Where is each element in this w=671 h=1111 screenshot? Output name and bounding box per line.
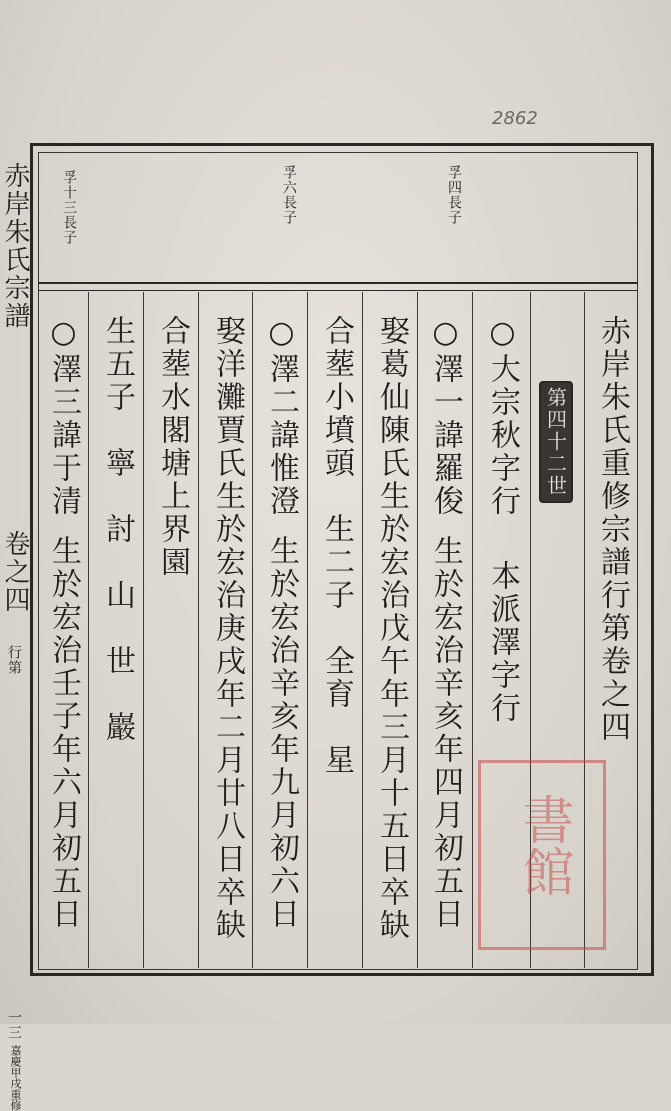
branch-lead: ○大宗秋字行 [485, 315, 520, 518]
branch-sub: 本派澤字行 [485, 560, 520, 725]
margin-page-number: 一三 [6, 1010, 22, 1040]
header-note-mid: 孚六長子 [281, 165, 297, 225]
entry-3-birth: 生於宏治壬子年六月初五日 [46, 535, 81, 931]
entry-1-burial: 合塟小墳頭 生二子 全育 星 [319, 315, 354, 777]
column-rule [143, 292, 144, 968]
handwritten-catalog-number: 2862 [492, 108, 538, 129]
spine-title: 赤岸朱氏宗譜 [0, 162, 30, 330]
margin-edition: 嘉慶甲戌重修 [9, 1045, 22, 1111]
entry-2-burial: 合塟水閣塘上界園 [155, 315, 190, 579]
column-rule [362, 292, 363, 968]
header-divider-thin [38, 290, 638, 291]
entry-1-spouse: 娶葛仙陳氏生於宏治戊午年三月十五日卒缺 [374, 315, 409, 942]
spine-volume: 卷之四 [0, 530, 30, 614]
seal-text: 書館 [513, 793, 573, 897]
entry-3-name: ○澤三諱于清 [46, 315, 81, 518]
spine-section: 行第 [6, 645, 22, 675]
entry-1-name: ○澤一諱羅俊 [428, 315, 463, 518]
main-title: 赤岸朱氏重修宗譜行第卷之四 [595, 315, 630, 744]
entry-2-name: ○澤二諱惟澄 [264, 315, 299, 518]
column-rule [88, 292, 89, 968]
column-rule [472, 292, 473, 968]
column-rule [307, 292, 308, 968]
column-rule [198, 292, 199, 968]
entry-2-birth: 生於宏治辛亥年九月初六日 [264, 535, 299, 931]
library-seal-stamp [478, 760, 606, 950]
column-rule [252, 292, 253, 968]
entry-1-birth: 生於宏治辛亥年四月初五日 [428, 535, 463, 931]
spine-column [0, 150, 30, 1111]
generation-label-box [539, 381, 573, 503]
header-note-right: 孚四長子 [446, 165, 462, 225]
column-rule [417, 292, 418, 968]
entry-2-children: 生五子 寧 討 山 世 巖 [100, 315, 135, 744]
header-note-left: 孚十三長子 [61, 170, 77, 245]
generation-label: 第四十二世 [543, 387, 568, 497]
header-divider [38, 282, 638, 284]
entry-2-spouse: 娶洋灘賈氏生於宏治庚戌年二月廿八日卒缺 [210, 315, 245, 942]
